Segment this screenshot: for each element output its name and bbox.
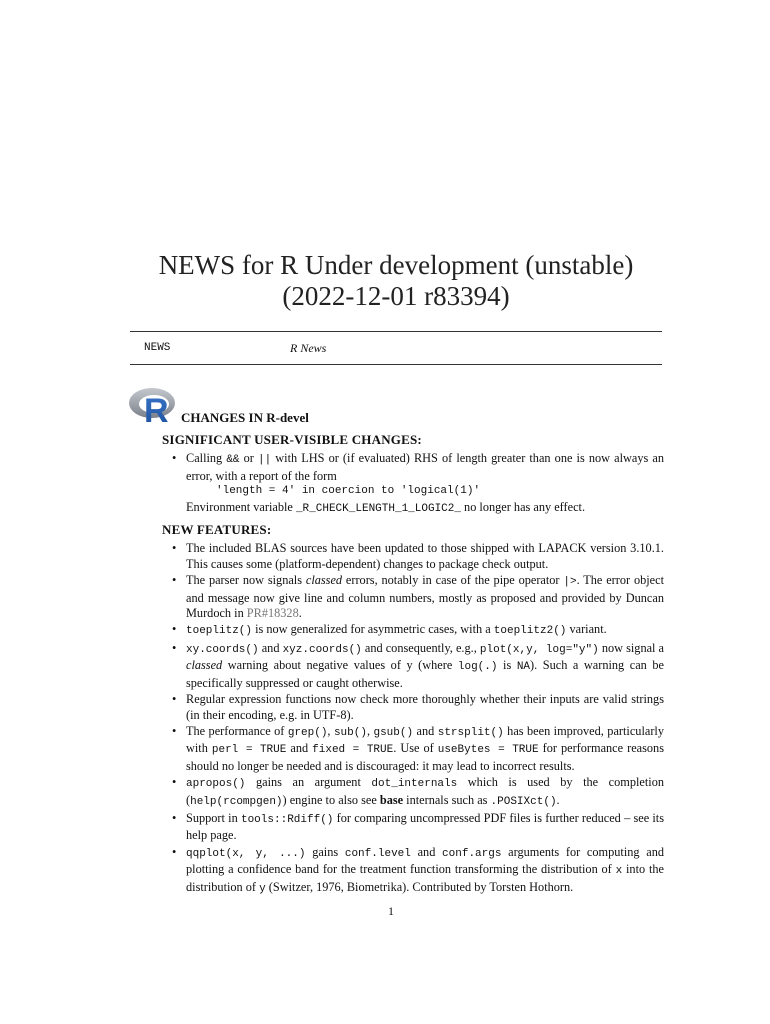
- pr-link[interactable]: PR#18328: [246, 606, 299, 621]
- list-item: • Calling && or || with LHS or (if evaluated) RHS of length greater than one is now always an error, with a report of the form 'length = 4' in coercion to 'logical(1)' Environment variable _R_CHECK_LENGTH_1_LOGIC2_ no longer has any effect.: [162, 451, 664, 517]
- document-title: [0, 250, 770, 312]
- r-logo-icon: [128, 385, 178, 425]
- list-item: • The performance of grep(), sub(), gsub() and strsplit() has been improved, particularly with perl = TRUE and fixed = TRUE. Use of useBytes = TRUE for performance reasons should no longer be needed and is discouraged: it may lead to incorrect results.: [162, 724, 664, 774]
- list-item: • The parser now signals classed errors, notably in case of the pipe operator |>. The error object and message now give line and column numbers, mostly as proposed and provided by Duncan Murdoch in PR#18328.: [162, 573, 664, 621]
- code-block: 'length = 4' in coercion to 'logical(1)': [216, 485, 481, 498]
- section-content: [162, 432, 664, 898]
- r-logo-letter: R: [144, 392, 169, 425]
- title-line-1: NEWS for R Under development (unstable): [158, 250, 634, 280]
- header-right-label: R News: [290, 341, 327, 355]
- list-item: • Regular expression functions now check more thoroughly whether their inputs are valid strings (in their encoding, e.g. in UTF-8).: [162, 692, 664, 723]
- list-item: • Support in tools::Rdiff() for comparing uncompressed PDF files is further reduced – see its help page.: [162, 811, 664, 844]
- header-rule-bottom: [130, 364, 662, 365]
- title-line-2: (2022-12-01 r83394): [282, 281, 510, 311]
- subsection-title-significant: SIGNIFICANT USER-VISIBLE CHANGES:: [162, 432, 422, 447]
- list-item: • apropos() gains an argument dot_internals which is used by the completion (help(rcompgen)) engine to also see base internals such as .POSIXct().: [162, 775, 664, 810]
- page-number: 1: [388, 904, 394, 918]
- subsection-title-new-features: NEW FEATURES:: [162, 522, 272, 538]
- list-item: • qqplot(x, y, ...) gains conf.level and conf.args arguments for computing and plotting a confidence band for the treatment function transforming the distribution of x into the distribution of y (Switzer, 1976, Biometrika). Contributed by Torsten Hothorn.: [162, 845, 664, 897]
- significant-changes-list: [162, 451, 664, 517]
- new-features-list: [162, 541, 664, 897]
- list-item: • The included BLAS sources have been updated to those shipped with LAPACK version 3.10.1. This causes some (platform-dependent) changes to package check output.: [162, 541, 664, 572]
- header-left-label: NEWS: [144, 342, 171, 354]
- header-rule-top: [130, 331, 662, 332]
- section-title: CHANGES IN R-devel: [181, 410, 309, 425]
- list-item: • toeplitz() is now generalized for asymmetric cases, with a toeplitz2() variant.: [162, 622, 664, 639]
- list-item: • xy.coords() and xyz.coords() and consequently, e.g., plot(x,y, log="y") now signal a classed warning about negative values of y (where log(.) is NA). Such a warning can be specifically suppressed or caught otherwise.: [162, 641, 664, 691]
